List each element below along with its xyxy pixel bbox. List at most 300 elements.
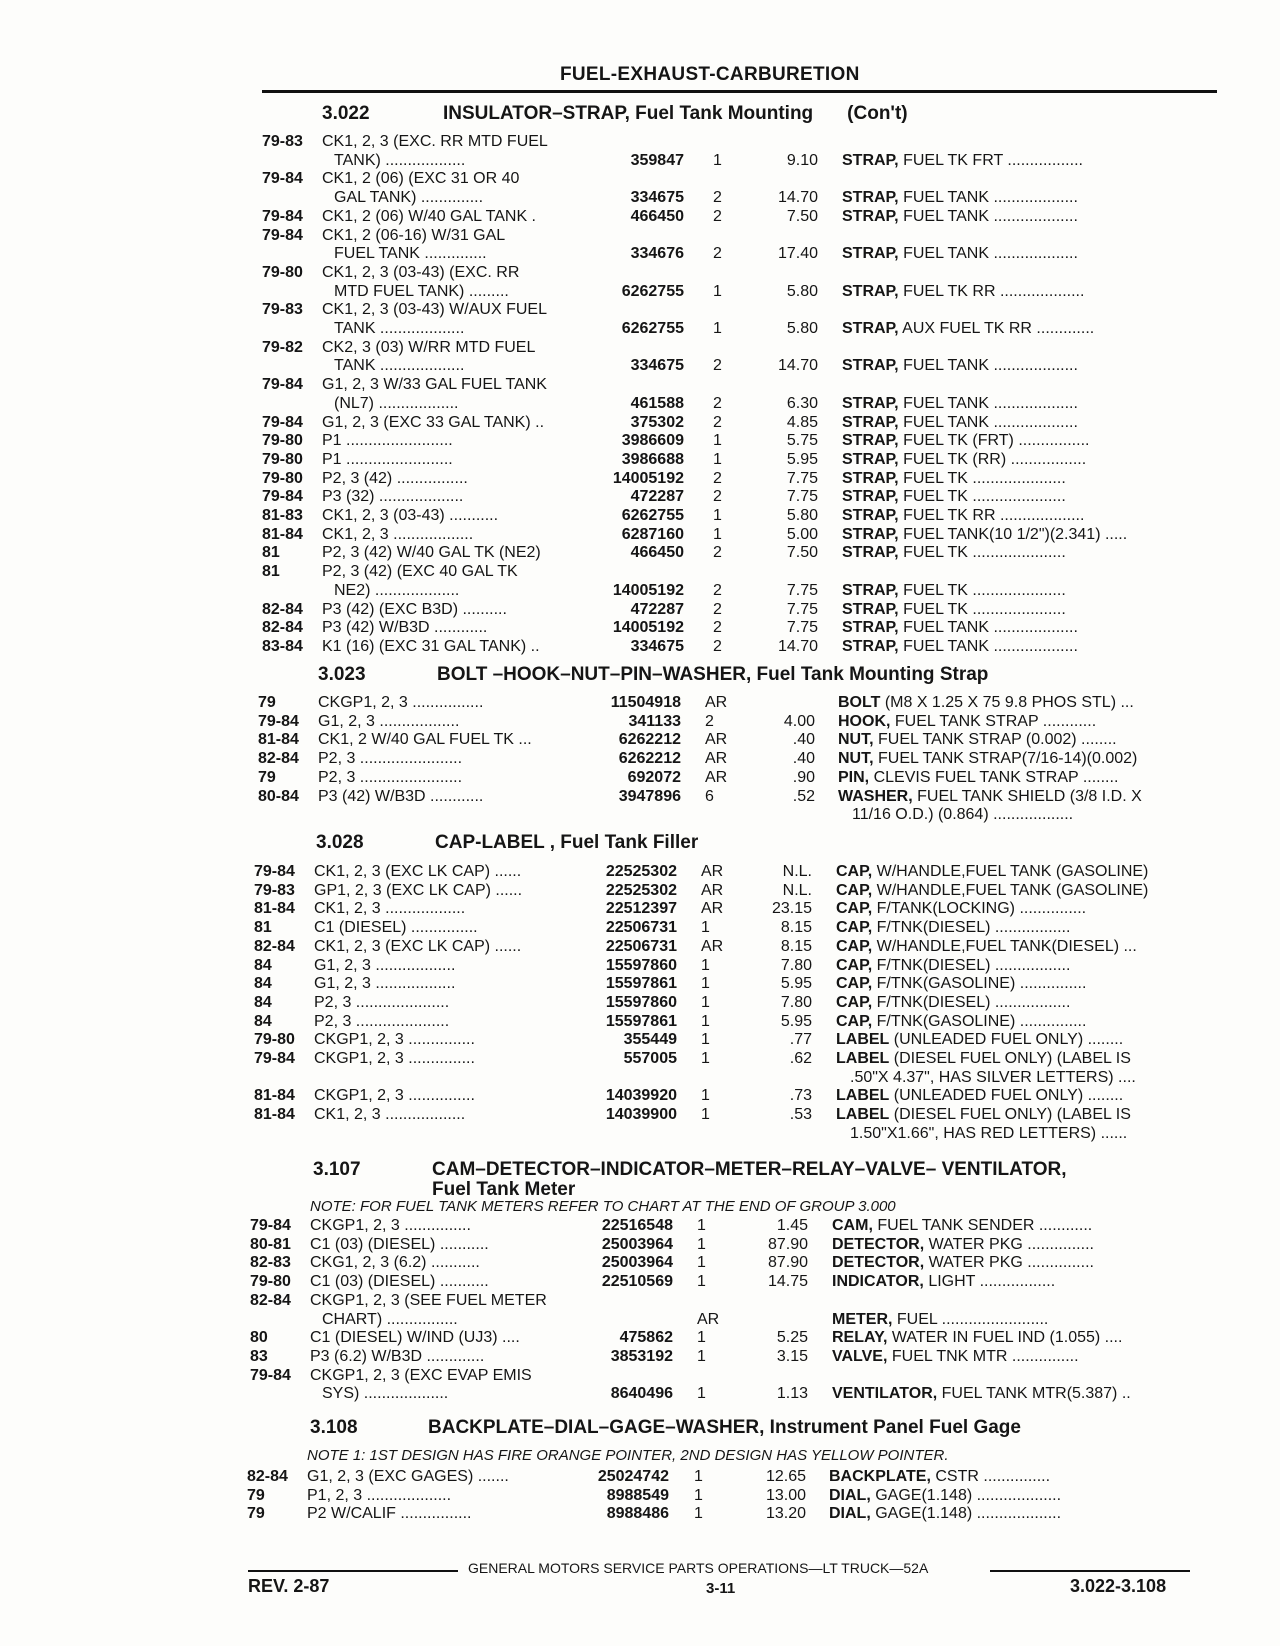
part-number: 472287 [630, 488, 684, 505]
part-description [836, 918, 1070, 937]
part-detail: F/TNK(DIESEL) ................. [876, 957, 1071, 974]
model-application: K1 (16) (EXC 31 GAL TANK) .. [322, 638, 540, 655]
model-application: CK1, 2 (06-16) W/31 GAL [322, 227, 506, 244]
part-description [836, 1012, 1086, 1031]
table-row [0, 1086, 1280, 1105]
model-application: CKGP1, 2, 3 ................ [318, 694, 484, 711]
part-number: 25003964 [601, 1236, 673, 1253]
part-detail: FUEL TK (RR) ................. [903, 451, 1087, 468]
model-application: CK1, 2, 3 (EXC. RR MTD FUEL [322, 133, 548, 150]
part-number: 334675 [630, 357, 684, 374]
section-note: NOTE 1: 1ST DESIGN HAS FIRE ORANGE POINTER, 2ND DESIGN HAS YELLOW POINTER. [307, 1447, 949, 1464]
part-description [842, 543, 1066, 562]
part-description [842, 319, 1094, 338]
part-detail: (DIESEL FUEL ONLY) (LABEL IS [893, 1050, 1131, 1067]
part-detail: FUEL TANK STRAP (0.002) ........ [878, 731, 1117, 748]
part-name: LABEL [836, 1087, 890, 1104]
quantity: 2 [713, 601, 722, 618]
part-name: CAP, [836, 1013, 873, 1030]
part-number: 14005192 [612, 619, 684, 636]
part-number: 22512397 [605, 900, 677, 917]
price: 14.70 [777, 189, 818, 206]
quantity: 2 [713, 470, 722, 487]
part-detail: WATER PKG ............... [928, 1236, 1094, 1253]
model-year: 79-80 [254, 1031, 295, 1048]
model-application: P2, 3 ..................... [314, 994, 450, 1011]
part-description [838, 712, 1096, 731]
part-detail: W/HANDLE,FUEL TANK(DIESEL) ... [876, 938, 1137, 955]
part-number: 6262755 [621, 283, 684, 300]
price: 8.15 [780, 938, 812, 955]
part-name: HOOK, [838, 713, 891, 730]
table-row [0, 562, 1280, 581]
part-name: STRAP, [842, 451, 899, 468]
part-detail: GAGE(1.148) ................... [875, 1487, 1062, 1504]
part-detail: FUEL TANK ................... [903, 189, 1078, 206]
part-description [842, 600, 1066, 619]
part-detail: FUEL TANK SHIELD (3/8 I.D. X [917, 788, 1142, 805]
model-application: G1, 2, 3 W/33 GAL FUEL TANK [322, 376, 547, 393]
price: 7.80 [780, 957, 812, 974]
footer-section-range: 3.022-3.108 [1070, 1576, 1167, 1596]
quantity: 1 [701, 975, 710, 992]
part-description [836, 993, 1070, 1012]
part-name: STRAP, [842, 357, 899, 374]
section-title-text: INSULATOR–STRAP, Fuel Tank Mounting [443, 103, 814, 124]
quantity: 1 [694, 1468, 703, 1485]
part-name: CAP, [836, 938, 873, 955]
table-row [0, 787, 1280, 806]
quantity: 2 [713, 414, 722, 431]
quantity: 1 [713, 432, 722, 449]
price: .90 [792, 769, 815, 786]
part-detail: FUEL TK ..................... [903, 544, 1066, 561]
part-description [850, 1068, 1136, 1087]
part-description [836, 956, 1070, 975]
quantity: 2 [713, 619, 722, 636]
model-year: 81-84 [254, 1106, 295, 1123]
part-number: 3986688 [621, 451, 684, 468]
quantity: 2 [713, 544, 722, 561]
part-name: PIN, [838, 769, 870, 786]
price: 9.10 [786, 152, 818, 169]
part-detail: FUEL TANK ................... [903, 357, 1078, 374]
footer-rule-left [248, 1570, 458, 1572]
model-application: P3 (42) W/B3D ............ [318, 788, 484, 805]
model-year: 79-84 [262, 170, 303, 187]
part-detail: FUEL ........................ [896, 1311, 1049, 1328]
table-row [0, 132, 1280, 151]
quantity: 1 [701, 1106, 710, 1123]
part-detail: FUEL TANK STRAP(7/16-14)(0.002) [878, 750, 1138, 767]
model-application: P1 ........................ [322, 432, 453, 449]
part-number: 22525302 [605, 882, 677, 899]
footer-publisher: GENERAL MOTORS SERVICE PARTS OPERATIONS—LT TRUCK—52A [468, 1560, 929, 1576]
part-name: METER, [832, 1311, 893, 1328]
model-application: P1, 2, 3 ................... [307, 1487, 452, 1504]
model-year: 82-84 [254, 938, 295, 955]
part-description [836, 1049, 1131, 1068]
quantity: 1 [697, 1217, 706, 1234]
part-number: 22510569 [601, 1273, 673, 1290]
part-detail: FUEL TANK STRAP ............ [894, 713, 1097, 730]
section-title [432, 1159, 1067, 1181]
part-name: STRAP, [842, 283, 899, 300]
model-application: CK1, 2, 3 (03-43) W/AUX FUEL [322, 301, 547, 318]
quantity: 1 [701, 994, 710, 1011]
part-description [836, 881, 1148, 900]
quantity: 1 [694, 1505, 703, 1522]
model-application: CKGP1, 2, 3 ............... [310, 1217, 471, 1234]
price: 5.80 [786, 507, 818, 524]
price: 4.85 [786, 414, 818, 431]
section-title [443, 103, 908, 125]
model-application: CK1, 2, 3 .................. [314, 900, 466, 917]
section-title [428, 1417, 1021, 1439]
table-row [0, 1310, 1280, 1329]
part-name: LABEL [836, 1050, 890, 1067]
part-name: CAP, [836, 919, 873, 936]
model-application: CK1, 2, 3 (03-43) (EXC. RR [322, 264, 520, 281]
part-number: 15597861 [605, 975, 677, 992]
price: 7.50 [786, 544, 818, 561]
model-year: 80-81 [250, 1236, 291, 1253]
model-year: 84 [254, 994, 272, 1011]
part-name: BOLT [838, 694, 881, 711]
part-name: CAP, [836, 975, 873, 992]
part-name: DETECTOR, [832, 1254, 925, 1271]
table-row [0, 749, 1280, 768]
model-application: P2, 3 (42) W/40 GAL TK (NE2) [322, 544, 541, 561]
price: 13.20 [765, 1505, 806, 1522]
model-application: P3 (42) (EXC B3D) .......... [322, 601, 507, 618]
price: N.L. [782, 882, 812, 899]
section-number: 3.107 [313, 1159, 361, 1180]
table-row [0, 1124, 1280, 1143]
model-year: 81-83 [262, 507, 303, 524]
quantity: AR [705, 750, 728, 767]
table-row [0, 918, 1280, 937]
quantity: 2 [713, 395, 722, 412]
table-row [0, 1467, 1280, 1486]
part-name: DIAL, [829, 1505, 871, 1522]
quantity: AR [705, 694, 728, 711]
model-application: CK1, 2, 3 (EXC LK CAP) ...... [314, 863, 522, 880]
part-description [836, 937, 1137, 956]
part-number: 375302 [630, 414, 684, 431]
price: 5.80 [786, 320, 818, 337]
footer-rule-right [990, 1570, 1190, 1572]
part-number: 466450 [630, 208, 684, 225]
part-number: 334676 [630, 245, 684, 262]
table-row [0, 1253, 1280, 1272]
part-number: 25024742 [597, 1468, 669, 1485]
part-detail: FUEL TK ..................... [903, 601, 1066, 618]
quantity: 1 [701, 1031, 710, 1048]
section-title-suffix: (Con't) [847, 103, 908, 124]
part-detail: W/HANDLE,FUEL TANK (GASOLINE) [876, 863, 1149, 880]
price: 17.40 [777, 245, 818, 262]
table-row [0, 506, 1280, 525]
section-number: 3.108 [310, 1417, 358, 1438]
part-description [832, 1384, 1131, 1403]
quantity: AR [701, 938, 724, 955]
quantity: 2 [713, 638, 722, 655]
quantity: 2 [713, 357, 722, 374]
part-description [842, 469, 1066, 488]
model-year: 79 [247, 1505, 265, 1522]
part-name: CAP, [836, 957, 873, 974]
model-application: CHART) ................ [322, 1311, 458, 1328]
part-detail: CLEVIS FUEL TANK STRAP ........ [873, 769, 1119, 786]
part-name: STRAP, [842, 395, 899, 412]
quantity: 1 [713, 526, 722, 543]
part-detail: FUEL TK ..................... [903, 470, 1066, 487]
part-detail: FUEL TK RR ................... [903, 507, 1085, 524]
table-row [0, 618, 1280, 637]
part-detail: FUEL TANK ................... [903, 414, 1078, 431]
model-application: P2, 3 (42) (EXC 40 GAL TK [322, 563, 518, 580]
part-name: DIAL, [829, 1487, 871, 1504]
price: .52 [792, 788, 815, 805]
table-row [0, 899, 1280, 918]
part-description [836, 899, 1086, 918]
part-detail: FUEL TANK(10 1/2")(2.341) ..... [903, 526, 1128, 543]
table-row [0, 188, 1280, 207]
table-row [0, 469, 1280, 488]
model-year: 83-84 [262, 638, 303, 655]
model-application: TANK) .................. [334, 152, 466, 169]
part-name: VENTILATOR, [832, 1385, 938, 1402]
price: 1.45 [776, 1217, 808, 1234]
model-application: FUEL TANK .............. [334, 245, 487, 262]
part-description [842, 413, 1078, 432]
model-year: 79-80 [262, 264, 303, 281]
price: 13.00 [765, 1487, 806, 1504]
part-name: STRAP, [842, 601, 899, 618]
table-row [0, 300, 1280, 319]
quantity: 1 [697, 1236, 706, 1253]
table-row [0, 525, 1280, 544]
part-detail: FUEL TANK SENDER ............ [877, 1217, 1093, 1234]
quantity: AR [705, 731, 728, 748]
part-number: 14005192 [612, 470, 684, 487]
model-year: 79 [258, 769, 276, 786]
part-name: LABEL [836, 1106, 890, 1123]
price: 12.65 [765, 1468, 806, 1485]
model-application: P1 ........................ [322, 451, 453, 468]
price: 5.95 [780, 975, 812, 992]
model-year: 79-84 [262, 227, 303, 244]
table-row [0, 1291, 1280, 1310]
part-description [829, 1504, 1061, 1523]
part-number: 8988549 [606, 1487, 669, 1504]
part-name: STRAP, [842, 245, 899, 262]
part-name: STRAP, [842, 208, 899, 225]
table-row [0, 431, 1280, 450]
part-detail: FUEL TK FRT ................. [903, 152, 1083, 169]
part-number: 6262212 [618, 750, 681, 767]
price: 7.75 [786, 619, 818, 636]
part-name: LABEL [836, 1031, 890, 1048]
table-row [0, 581, 1280, 600]
price: .62 [789, 1050, 812, 1067]
part-description [836, 974, 1086, 993]
quantity: 2 [713, 582, 722, 599]
part-name: STRAP, [842, 414, 899, 431]
part-name: CAP, [836, 994, 873, 1011]
model-year: 82-84 [262, 601, 303, 618]
model-application: CKGP1, 2, 3 ............... [314, 1087, 475, 1104]
model-year: 79-83 [262, 301, 303, 318]
section-title-text: BOLT –HOOK–NUT–PIN–WASHER, Fuel Tank Mounting Strap [437, 664, 989, 685]
part-number: 6262755 [621, 320, 684, 337]
model-application: C1 (03) (DIESEL) ........... [310, 1273, 489, 1290]
table-row [0, 1272, 1280, 1291]
table-row [0, 263, 1280, 282]
part-name: STRAP, [842, 619, 899, 636]
table-row [0, 768, 1280, 787]
part-detail: FUEL TNK MTR ............... [891, 1348, 1079, 1365]
part-name: CAP, [836, 863, 873, 880]
part-detail: WATER IN FUEL IND (1.055) .... [891, 1329, 1123, 1346]
part-detail: (UNLEADED FUEL ONLY) ........ [893, 1031, 1124, 1048]
model-application: C1 (DIESEL) W/IND (UJ3) .... [310, 1329, 520, 1346]
part-number: 334675 [630, 638, 684, 655]
part-description [829, 1486, 1061, 1505]
model-application: P2, 3 ..................... [314, 1013, 450, 1030]
price: .53 [789, 1106, 812, 1123]
part-number: 359847 [630, 152, 684, 169]
quantity: 2 [713, 245, 722, 262]
table-row [0, 1504, 1280, 1523]
page-header-title: FUEL-EXHAUST-CARBURETION [560, 64, 860, 85]
model-year: 79 [258, 694, 276, 711]
part-name: STRAP, [842, 189, 899, 206]
model-year: 81-84 [254, 900, 295, 917]
part-name: CAM, [832, 1217, 873, 1234]
part-detail: (UNLEADED FUEL ONLY) ........ [893, 1087, 1124, 1104]
model-year: 82-84 [247, 1468, 288, 1485]
part-description [836, 1086, 1123, 1105]
part-name: STRAP, [842, 507, 899, 524]
model-application: P2, 3 ....................... [318, 769, 463, 786]
part-number: 15597860 [605, 994, 677, 1011]
price: 5.95 [786, 451, 818, 468]
part-number: 3947896 [618, 788, 681, 805]
part-number: 6262755 [621, 507, 684, 524]
part-number: 557005 [623, 1050, 677, 1067]
table-row [0, 487, 1280, 506]
part-detail: F/TNK(DIESEL) ................. [876, 919, 1071, 936]
part-number: 15597860 [605, 957, 677, 974]
part-detail: FUEL TANK ................... [903, 245, 1078, 262]
quantity: AR [701, 863, 724, 880]
part-number: 472287 [630, 601, 684, 618]
price: 7.50 [786, 208, 818, 225]
section-number: 3.023 [318, 664, 366, 685]
model-year: 79-84 [262, 488, 303, 505]
quantity: AR [705, 769, 728, 786]
model-year: 79-84 [262, 376, 303, 393]
part-description [842, 450, 1086, 469]
quantity: 1 [713, 451, 722, 468]
model-year: 79-84 [254, 1050, 295, 1067]
model-year: 84 [254, 1013, 272, 1030]
part-number: 14039900 [605, 1106, 677, 1123]
model-year: 79-84 [254, 863, 295, 880]
part-detail: FUEL TANK ................... [903, 395, 1078, 412]
part-description [838, 787, 1142, 806]
model-application: C1 (DIESEL) ............... [314, 919, 478, 936]
quantity: 1 [697, 1348, 706, 1365]
part-number: 22506731 [605, 919, 677, 936]
part-detail: FUEL TANK ................... [903, 638, 1078, 655]
table-row [0, 151, 1280, 170]
part-description [852, 805, 1073, 824]
quantity: 1 [697, 1273, 706, 1290]
part-description [838, 730, 1117, 749]
model-application: P2, 3 (42) ................ [322, 470, 468, 487]
model-application: G1, 2, 3 .................. [314, 957, 456, 974]
model-year: 81 [262, 544, 280, 561]
model-year: 84 [254, 975, 272, 992]
model-year: 81-84 [262, 526, 303, 543]
quantity: 2 [705, 713, 714, 730]
table-row [0, 1105, 1280, 1124]
part-number: 8640496 [610, 1385, 673, 1402]
price: 7.75 [786, 488, 818, 505]
part-number: 14005192 [612, 582, 684, 599]
table-row [0, 244, 1280, 263]
table-row [0, 862, 1280, 881]
quantity: 1 [697, 1385, 706, 1402]
part-number: 341133 [628, 713, 681, 730]
price: 5.00 [786, 526, 818, 543]
part-name: STRAP, [842, 488, 899, 505]
table-row [0, 956, 1280, 975]
part-detail: CSTR ............... [935, 1468, 1051, 1485]
price: 3.15 [776, 1348, 808, 1365]
part-description [836, 1030, 1123, 1049]
part-detail: F/TNK(GASOLINE) ............... [876, 975, 1087, 992]
part-description [832, 1253, 1094, 1272]
model-application: P2 W/CALIF ................ [307, 1505, 472, 1522]
model-application: TANK ................... [334, 320, 465, 337]
part-detail: WATER PKG ............... [928, 1254, 1094, 1271]
part-name: STRAP, [842, 152, 899, 169]
model-application: G1, 2, 3 (EXC 33 GAL TANK) .. [322, 414, 545, 431]
model-application: TANK ................... [334, 357, 465, 374]
part-name: DETECTOR, [832, 1236, 925, 1253]
model-year: 82-84 [262, 619, 303, 636]
model-year: 80 [250, 1329, 268, 1346]
header-rule [262, 90, 1217, 93]
footer-page-number: 3-11 [706, 1580, 736, 1597]
model-application: C1 (03) (DIESEL) ........... [310, 1236, 489, 1253]
section-title [437, 664, 988, 686]
part-description [850, 1124, 1127, 1143]
part-number: 692072 [627, 769, 681, 786]
table-row [0, 282, 1280, 301]
price: 5.75 [786, 432, 818, 449]
model-year: 79-80 [250, 1273, 291, 1290]
model-application: P3 (32) ................... [322, 488, 464, 505]
part-name: RELAY, [832, 1329, 888, 1346]
part-name: STRAP, [842, 544, 899, 561]
part-detail: (DIESEL FUEL ONLY) (LABEL IS [893, 1106, 1131, 1123]
section-number: 3.022 [322, 103, 370, 124]
